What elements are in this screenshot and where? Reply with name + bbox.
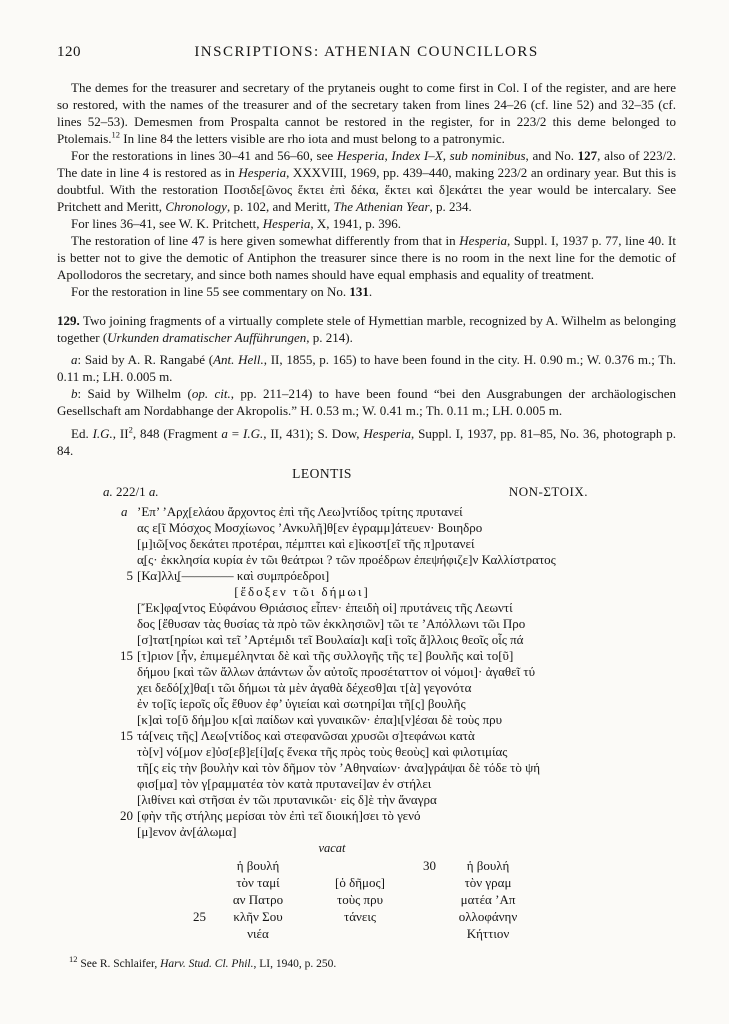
- greek-line-text: [μ]ιῶ[νος δεκάτει προτέραι, πέμπτει καὶ ε]ἰκοστ[εῖ τῆς π]ρυτανεί: [137, 536, 475, 551]
- crown-line-text: κλῆν Σου: [233, 909, 283, 924]
- inscription-line-17: [57, 760, 676, 776]
- crown-line-text: τὸν ταμί: [236, 875, 280, 890]
- inscription-line-4: [57, 552, 676, 568]
- text-segment: The demes for the treasurer and secretary of the prytaneis ought to come first in Col. I of the register, and are here so restored, with the names of the treasurer and of the secretary taken from lines 24–26 (cf. line 52) and 32–35 (cf. lines 52–53). Demesmen from Prospalta cannot be restored in the register, for in 223/2 this deme belonged to Ptolemais.: [57, 80, 676, 146]
- crown-line-text: νιέα: [247, 926, 269, 941]
- text-segment: a.: [148, 484, 159, 499]
- crown-line: [312, 908, 408, 925]
- inscription-line-6: [57, 584, 676, 600]
- inscription-line-12: [57, 680, 676, 696]
- greek-line-text: ’Επ’ ’Αρχ[ελάου ἄρχοντος ἐπὶ τῆς Λεω]ντίδος τρίτης πρυτανεί: [137, 504, 463, 519]
- text-segment: Index I–X: [391, 148, 443, 163]
- inscription-line-3: [57, 536, 676, 552]
- crown-line: [440, 908, 536, 925]
- greek-line-text: [κ]αὶ το[ῦ δήμ]ου κ[αὶ παίδων καὶ γυναικῶν· ἐπα]ι[ν]έσαι δὲ τοὺς πρυ: [137, 712, 503, 727]
- crown-column-2: [312, 857, 408, 925]
- text-segment: , also of 223/2. The date in line 4 is restored as in: [57, 148, 677, 180]
- inscription-line-10: [57, 648, 676, 664]
- text-segment: Hesperia: [459, 233, 507, 248]
- crown-line: [210, 857, 306, 874]
- greek-line-text: [σ]τατ[ηρίωι καὶ τεῖ ’Αρτέμιδι τεῖ Βουλαία]ι κα[ὶ τοῖς ἄ]λλοις θεοῖς οἷς πά: [137, 632, 524, 647]
- text-segment: , 848 (Fragment: [132, 426, 222, 441]
- greek-line-text: χει δεδό[χ]θα[ι τῶι δήμωι τὰ μὲν ἀγαθὰ δέχεσθ]αι τ[ὰ] γεγονότα: [137, 680, 472, 695]
- line-number: 15: [120, 648, 133, 663]
- text-segment: , Suppl. I, 1937, pp. 81–85, No. 36, photograph p. 84.: [57, 426, 676, 458]
- greek-line-text: τὸ[ν] νό[μον ε]ὐσ[εβ]ε[ί]α[ς ἕνεκα τῆς πρὸς τοὺς θεοὺς] καὶ φιλοτιμίας: [137, 744, 508, 759]
- crown-line: [312, 857, 408, 874]
- text-segment: ,: [384, 148, 392, 163]
- line-number: 5: [126, 568, 133, 583]
- text-segment: 12: [111, 129, 121, 140]
- crown-line-text: αν Πατρο: [232, 892, 284, 907]
- text-segment: sub nominibus: [449, 148, 526, 163]
- inscription-line-9: [57, 632, 676, 648]
- greek-line-text: δος [ἔθυσαν τὰς θυσίας τὰ πρὸ τῶν ἐκκλησιῶν] τῶι τε ’Απόλλωνι τῶι Προ: [137, 616, 526, 631]
- inscription-line-21: [57, 824, 676, 840]
- text-segment: See R. Schlaifer,: [77, 958, 161, 970]
- text-segment: I.G.: [242, 426, 264, 441]
- greek-line-text: [Κα]λλι̣[–––––––– καὶ συμπρόεδροι]: [137, 568, 330, 583]
- text-segment: a: [71, 352, 78, 367]
- page-number: 120: [57, 44, 81, 60]
- greek-line-text: δήμου [καὶ τῶν ἄλλων ἁπάντων ὧν αὐτοῖς προσέταττον οἱ νόμοι]· ἀγαθεῖ τύ: [137, 664, 536, 679]
- crown-line-text: ολλοφάνην: [458, 909, 518, 924]
- footnote-12: [57, 954, 676, 972]
- greek-line-text: φισ[μα] τὸν γ[ραμματέα τὸν κατὰ πρυτανεί]αν ἐν στήλει: [137, 776, 432, 791]
- text-segment: : Said by Wilhelm (: [77, 386, 192, 401]
- edition: [57, 425, 676, 459]
- text-segment: , pp. 211–214) to have been found “bei den Ausgrabungen der archäologischen Gesellschaft am Nordabhange der Akropolis.” H. 0.53 m.; W. 0.41 m.; Th. 0.11 m.; LH. 0.005 m.: [57, 386, 676, 418]
- inscription-line-7: [57, 600, 676, 616]
- text-segment: Harv. Stud. Cl. Phil.: [160, 958, 254, 970]
- tribe-heading: LEONTIS: [292, 466, 352, 481]
- inscription-line-15: [57, 728, 676, 744]
- crown-line: [193, 908, 306, 925]
- page-header: [57, 44, 676, 61]
- para-line-47: [57, 232, 676, 283]
- greek-text: [57, 504, 676, 840]
- text-segment: 129.: [57, 313, 80, 328]
- greek-line-text: [τ]ριον [ἦν, ἐπιμεμέληνται δὲ καὶ τῆς συλλογῆς τῆς τε] βουλῆς καὶ το[ῦ]: [137, 648, 514, 663]
- commentary: [57, 79, 676, 459]
- text-segment: a: [221, 426, 228, 441]
- crown-line-text: τὸν γραμ: [464, 875, 512, 890]
- text-segment: , and No.: [525, 148, 578, 163]
- text-segment: op. cit.: [191, 386, 231, 401]
- entry-129: [57, 312, 676, 346]
- crown-line: [312, 874, 408, 891]
- text-segment: , Suppl. I, 1937 p. 77, line 40. It is better not to give the demotic of Antiphon the treasurer since there is no room in the next line for the demotic of Apollodoros the secretary, and since both names should have equal emphasis and equality of treatment.: [57, 233, 676, 282]
- para-restorations: [57, 147, 676, 215]
- inscription-line-1: [57, 504, 676, 520]
- running-title: INSCRIPTIONS: ATHENIAN COUNCILLORS: [194, 44, 539, 60]
- crown-line: [210, 925, 306, 942]
- text-segment: =: [227, 426, 243, 441]
- para-line-55: [57, 283, 676, 300]
- text-segment: 131: [349, 284, 369, 299]
- crown-line-text: Κήττιον: [466, 926, 510, 941]
- text-segment: Hesperia: [262, 216, 311, 231]
- text-segment: Ant. Hell.: [213, 352, 264, 367]
- greek-line-text: τά[νεις τῆς] Λεω[ντίδος καὶ στεφανῶσαι χρυσῶι σ]τεφάνωι κατὰ: [137, 728, 475, 743]
- inscription-line-14: [57, 712, 676, 728]
- crown-line: [440, 891, 536, 908]
- inscription-line-11: [57, 664, 676, 680]
- crown-line: [423, 857, 536, 874]
- text-segment: Hesperia: [238, 165, 287, 180]
- fragment-marker: a: [121, 504, 128, 519]
- text-segment: Ed.: [71, 426, 93, 441]
- crown-line: [440, 925, 536, 942]
- text-segment: , p. 234.: [429, 199, 472, 214]
- inscription-line-18: [57, 776, 676, 792]
- text-segment: I.G.: [92, 426, 113, 441]
- greek-line-text: [μ]ενον ἀν[άλωμα]: [137, 824, 237, 839]
- provenance-b: [57, 385, 676, 419]
- text-segment: For lines 36–41, see W. K. Pritchett,: [71, 216, 263, 231]
- greek-line-text: [λιθίνει καὶ στῆσαι ἐν τῶι πρυτανικῶι· εἰς δ]ὲ τὴν ἄναγρα: [137, 792, 437, 807]
- greek-line-text: ἐν το[ῖς ἱεροῖς οἷς ἔθυον ἐφ’ ὑγιείαι καὶ σωτηρί]αι τῆ[ς] βουλῆς: [137, 696, 466, 711]
- crown-line-text: τάνεις: [343, 909, 377, 924]
- text-segment: a.: [103, 484, 116, 499]
- inscription-line-2: [57, 520, 676, 536]
- text-segment: : Said by A. R. Rangabé (: [77, 352, 214, 367]
- text-segment: For the restoration in line 55 see commentary on No.: [71, 284, 350, 299]
- text-segment: b: [71, 386, 78, 401]
- line-number: 30: [423, 858, 436, 873]
- crown-line-text: ἡ βουλή: [236, 858, 280, 873]
- text-segment: , X, 1941, p. 396.: [310, 216, 402, 231]
- text-segment: The restoration of line 47 is here given somewhat differently from that in: [71, 233, 460, 248]
- crown-line-text: τοὺς πρυ: [336, 892, 384, 907]
- crown-columns: [57, 857, 676, 943]
- inscription-line-13: [57, 696, 676, 712]
- crown-line: [440, 874, 536, 891]
- text-segment: In line 84 the letters visible are rho iota and must belong to a patronymic.: [120, 131, 505, 146]
- text-segment: Hesperia: [336, 148, 385, 163]
- text-segment: , p. 214).: [306, 330, 353, 345]
- text-segment: , II, 1855, p. 165) to have been found in the city. H. 0.90 m.; W. 0.376 m.; Th. 0.11 m.; LH. 0.005 m.: [57, 352, 676, 384]
- crown-line: [210, 874, 306, 891]
- text-segment: , II, 431); S. Dow,: [263, 426, 364, 441]
- provenance-a: [57, 351, 676, 385]
- line-number: 20: [120, 808, 133, 823]
- crown-line: [210, 891, 306, 908]
- inscription-line-20: [57, 808, 676, 824]
- date-label: [103, 484, 159, 499]
- greek-line-text: α̣[ς· ἐκκλησία κυρία ἐν τῶι θεάτρωι ? τῶν προέδρων ἐπεψήφιζε]ν Καλλίστρατος: [137, 552, 556, 567]
- inscription-line-8: [57, 616, 676, 632]
- para-demes: [57, 79, 676, 147]
- greek-line-text: [φὴν τῆς στήλης μερίσαι τὸν ἐπὶ τεῖ διοική]σει τὸ γενό: [137, 808, 421, 823]
- text-segment: 127: [577, 148, 598, 163]
- greek-line-text: [Ἔκ]φα̣[ντος Εὐφάνου Θριάσιος εἶπεν· ἐπειδὴ οἱ] πρυτάνεις τῆς Λεωντί: [137, 600, 513, 615]
- text-segment: Two joining fragments of a virtually complete stele of Hymettian marble, recognized by A. Wilhelm as belonging together (: [57, 313, 676, 345]
- text-segment: , p. 102, and Meritt,: [226, 199, 334, 214]
- crown-line-text: ἡ βουλή: [466, 858, 510, 873]
- text-segment: Chronology: [165, 199, 227, 214]
- text-segment: 12: [69, 954, 78, 965]
- text-segment: , XXXVIII, 1969, pp. 439–440, making 223/2 an ordinary year. But this is doubtful. With the restoration Ποσιδε[ῶνος ἕκτει ἐπὶ δέκα, ἕκτει καὶ δ]εκάτει the year would be intercalary. See Pritchett and Meritt,: [57, 165, 677, 214]
- crown-line: [312, 891, 408, 908]
- text-segment: The Athenian Year: [333, 199, 430, 214]
- crown-column-1: [193, 857, 306, 942]
- text-segment: , LI, 1940, p. 250.: [253, 958, 337, 970]
- stoichedon-label: ΝΟΝ-ΣΤΟΙΧ.: [508, 484, 588, 499]
- inscription-line-5: [57, 568, 676, 584]
- greek-line-text: τῆ[ς εἰς τὴν βουλὴν καὶ τὸν δῆμον τὸν ’Αθηναίων· ἀνα]γράψαι δὲ τόδε τὸ ψή: [137, 760, 541, 775]
- line-number: 15: [120, 728, 133, 743]
- inscription-line-16: [57, 744, 676, 760]
- vacat-marker: vacat: [318, 841, 346, 855]
- text-segment: , II: [112, 426, 129, 441]
- text-segment: For the restorations in lines 30–41 and 56–60, see: [71, 148, 337, 163]
- text-segment: ,: [442, 148, 450, 163]
- crown-line-text: ματέα ’Απ: [460, 892, 516, 907]
- crown-column-3: [423, 857, 536, 942]
- text-segment: Urkunden dramatischer Aufführungen: [107, 330, 307, 345]
- text-segment: Hesperia: [363, 426, 412, 441]
- greek-line-text: [ἔδοξεν τῶι δήμωι]: [234, 584, 370, 599]
- line-number: 25: [193, 909, 206, 924]
- text-segment: 2: [128, 424, 133, 435]
- para-lines-36-41: [57, 215, 676, 232]
- inscription-line-19: [57, 792, 676, 808]
- crown-line-text: [ὁ δῆμος]: [335, 875, 385, 890]
- text-segment: 222/1: [116, 484, 149, 499]
- greek-line-text: ας ε[ῖ Μόσχος Μοσχίωνος ’Ανκυλῆ]θ[εν ἐγραμμ]άτευεν· Βοιηδρο: [137, 520, 483, 535]
- text-segment: .: [368, 284, 373, 299]
- inscription-labels: [57, 484, 676, 500]
